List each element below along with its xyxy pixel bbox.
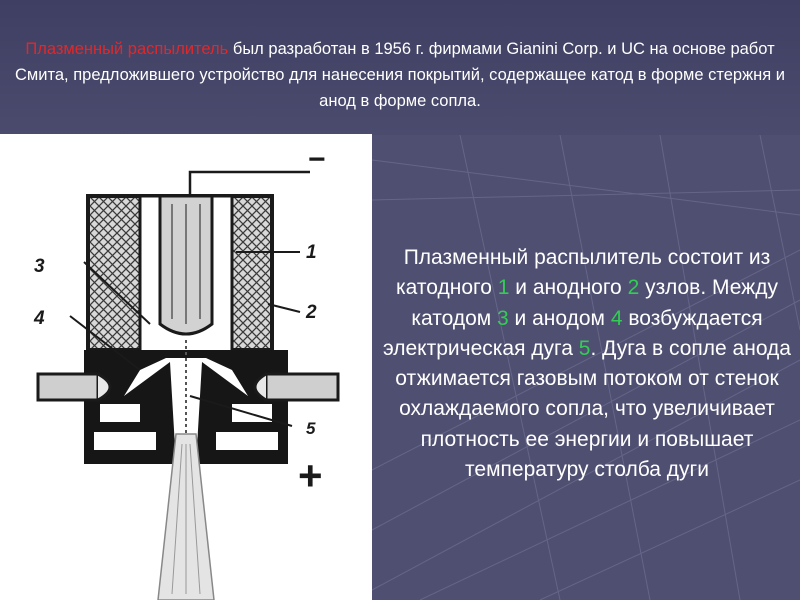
- diagram-label-1: 1: [306, 242, 317, 263]
- plus-label: +: [298, 452, 323, 499]
- header-title-rest: был разработан в 1956 г. фирмами Gianini Corp. и UC на основе работ Смита, предложившего устройство для нанесения покрытий, содержащее катод в форме стержня и анод в форме сопла.: [15, 40, 785, 110]
- diagram-label-2: 2: [306, 302, 317, 323]
- diagram-label-4: 4: [34, 308, 45, 329]
- diagram-label-5: 5: [306, 419, 316, 438]
- description-ref-5: 5: [578, 336, 591, 360]
- description-part-1: Плазменный распылитель состоит из катодного: [396, 246, 771, 300]
- description-ref-1: 1: [497, 276, 510, 300]
- description-part-3: узлов. Между катодом: [411, 276, 778, 330]
- header-text: [10, 36, 790, 114]
- minus-label: −: [308, 143, 326, 176]
- cathode-wire: [190, 172, 310, 196]
- header-title-highlight: Плазменный распылитель: [25, 40, 229, 58]
- diagram-label-3: 3: [34, 256, 45, 277]
- diagram-drawing: [0, 134, 372, 600]
- description-ref-2: 2: [627, 276, 640, 300]
- description-part-4: и анодом: [508, 306, 611, 330]
- plasma-sprayer-diagram: [0, 134, 372, 600]
- description-ref-4: 4: [610, 306, 623, 330]
- cooling-channel-right: [216, 432, 278, 450]
- description-part-6: . Дуга в сопле анода отжимается газовым потоком от стенок охлаждаемого сопла, что увеличивает плотность ее энергии и повышает температуру столба дуги: [395, 336, 791, 482]
- description-ref-3: 3: [497, 306, 509, 330]
- description-part-5: возбуждается электрическая дуга: [383, 306, 763, 360]
- description-text: [374, 243, 800, 485]
- cooling-channel-left: [94, 432, 156, 450]
- gas-inlet-left: [38, 374, 98, 400]
- description-part-2: и анодного: [509, 276, 628, 300]
- gas-inlet-right: [266, 374, 338, 400]
